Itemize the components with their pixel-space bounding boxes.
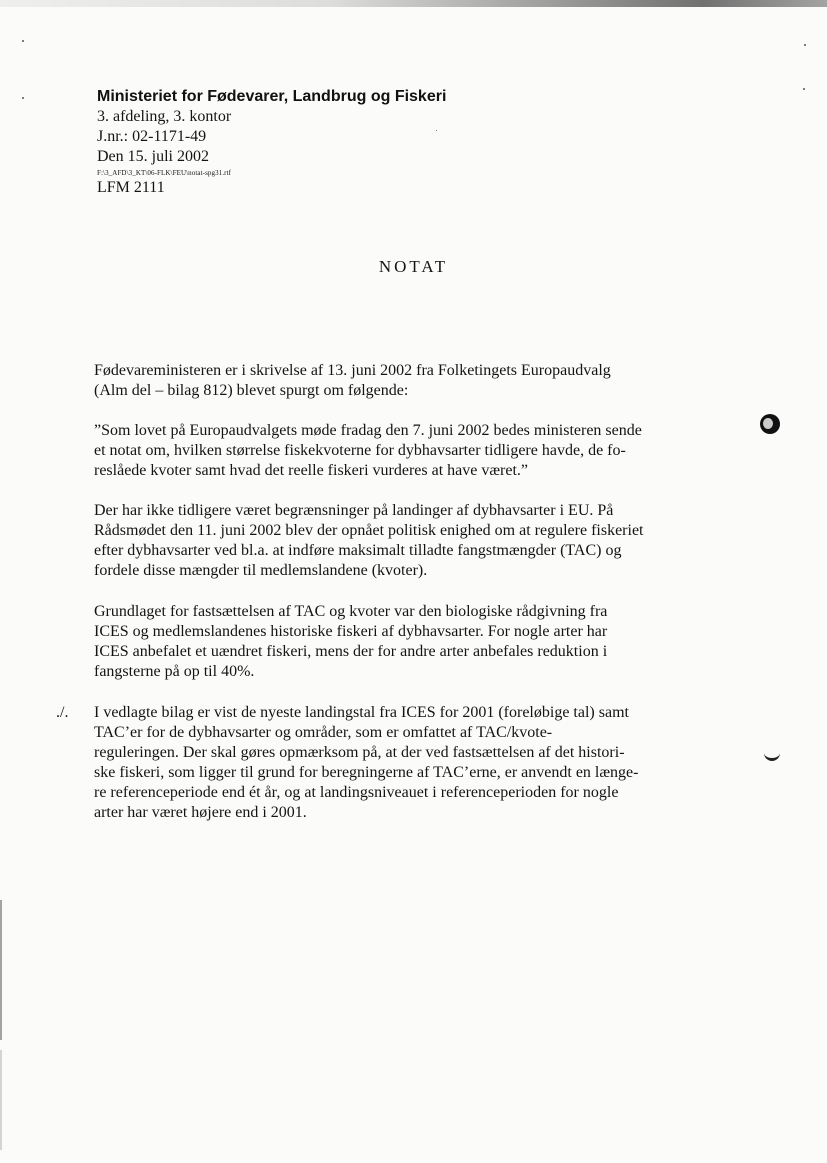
scan-speck — [803, 88, 805, 90]
scan-edge-left — [0, 900, 2, 1040]
paragraph-attachment: I vedlagte bilag er vist de nyeste landingstal fra ICES for 2001 (foreløbige tal) samt TAC’er for de dybhavsarter og områder, som er omfattet af TAC/kvote- reguleringen. Der skal gøres opmærksom på, at der ved fastsættelsen af det histori- ske fiskeri, som ligger til grund for beregningerne af TAC’erne, er anvendt en længe- re referenceperiode end ét år, og at landingsniveauet i referenceperioden for nogle arter har været højere end i 2001. — [94, 704, 639, 821]
scan-edge-top — [0, 0, 827, 7]
attachment-marker: ./. — [56, 704, 69, 721]
paragraph-intro: Fødevareministeren er i skrivelse af 13. juni 2002 fra Folketingets Europaudvalg (Alm del – bilag 812) blevet spurgt om følgende: — [94, 362, 611, 399]
scan-edge-left-lower — [0, 1050, 2, 1150]
binding-mark — [764, 746, 780, 761]
letterhead — [97, 87, 446, 198]
paragraph-background: Der har ikke tidligere været begrænsninger på landinger af dybhavsarter i EU. På Rådsmødet den 11. juni 2002 blev der opnået politisk enighed om at regulere fiskeriet efter dybhavsarter ved bl.a. at indføre maksimalt tilladte fangstmængder (TAC) og fordele disse mængder til medlemslandene (kvoter). — [94, 502, 644, 579]
ministry-name: Ministeriet for Fødevarer, Landbrug og Fiskeri — [97, 88, 447, 105]
scan-speck — [22, 97, 24, 99]
document-date: Den 15. juli 2002 — [97, 148, 209, 165]
scan-speck — [804, 44, 806, 46]
scan-speck — [22, 40, 24, 42]
journal-number: J.nr.: 02-1171-49 — [97, 128, 207, 145]
document-title: NOTAT — [378, 257, 449, 276]
department: 3. afdeling, 3. kontor — [97, 108, 232, 125]
paragraph-basis: Grundlaget for fastsættelsen af TAC og kvoter var den biologiske rådgivning fra ICES og medlemslandenes historiske fiskeri af dybhavsarter. For nogle arter har ICES anbefalet et uændret fiskeri, mens der for andre arter anbefales reduktion i fangsterne på op til 40%. — [94, 603, 608, 680]
file-path: F:\3_AFD\3_KT\06-FLK\FEU\notat-spg31.rtf — [97, 169, 232, 177]
punch-hole-mark — [760, 414, 780, 434]
paragraph-quote: ”Som lovet på Europaudvalgets møde fradag den 7. juni 2002 bedes ministeren sende et notat om, hvilken størrelse fiskekvoterne for dybhavsarter tidligere havde, de fo- reslåede kvoter samt hvad det reelle fiskeri vurderes at have været.” — [94, 422, 642, 479]
reference-number: LFM 2111 — [97, 179, 165, 196]
